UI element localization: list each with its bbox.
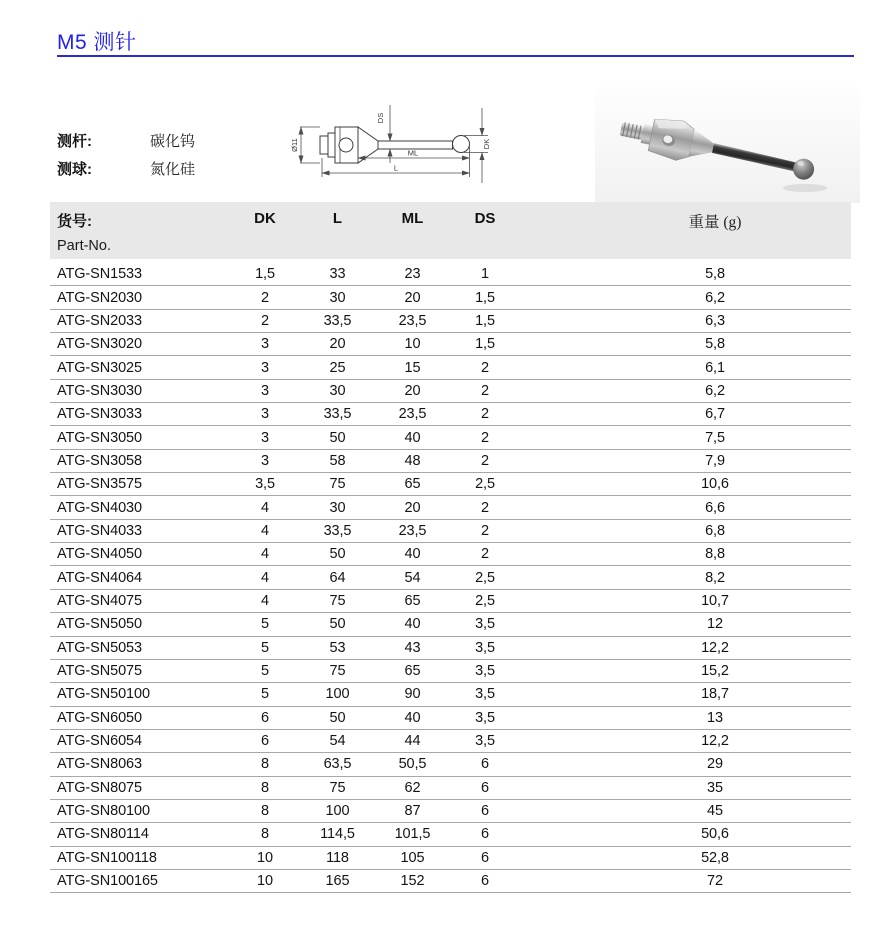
page-title: M5 测针 [57, 31, 137, 54]
cell-ds: 2 [481, 406, 489, 423]
cell-dk: 1,5 [255, 266, 275, 283]
cell-ds: 3,5 [475, 733, 495, 750]
cell-part-no: ATG-SN3030 [57, 382, 142, 399]
cell-ds: 2 [481, 522, 489, 539]
cell-l: 75 [329, 779, 346, 796]
cell-part-no: ATG-SN3050 [57, 429, 142, 446]
cell-dk: 4 [261, 592, 269, 609]
product-photo [595, 85, 860, 203]
title-rule [57, 55, 854, 57]
cell-ds: 3,5 [475, 709, 495, 726]
dim-label-l: L [393, 163, 399, 173]
cell-ds: 6 [481, 849, 489, 866]
cell-part-no: ATG-SN3025 [57, 359, 142, 376]
header-col-ds: DS [474, 210, 496, 227]
table-row [50, 613, 851, 636]
cell-weight: 5,8 [705, 266, 725, 283]
cell-ds: 3,5 [475, 639, 495, 656]
cell-dk: 8 [261, 803, 269, 820]
cell-ds: 3,5 [475, 616, 495, 633]
stylus-shaft-value: 碳化钨 [150, 133, 196, 150]
cell-dk: 5 [261, 616, 269, 633]
table-row [50, 263, 851, 286]
stylus-ball-label: 测球: [57, 161, 92, 178]
cell-part-no: ATG-SN5050 [57, 616, 142, 633]
cell-ml: 15 [404, 359, 421, 376]
table-row [50, 380, 851, 403]
header-part-no-zh: 货号: [57, 213, 92, 230]
cell-l: 30 [329, 382, 346, 399]
table-row [50, 800, 851, 823]
table-row [50, 683, 851, 706]
cell-ds: 2,5 [475, 569, 495, 586]
drawing-collar [328, 133, 335, 157]
cell-part-no: ATG-SN2033 [57, 312, 142, 329]
cell-weight: 6,2 [705, 382, 725, 399]
cell-weight: 6,7 [705, 406, 725, 423]
cell-ds: 1,5 [475, 289, 495, 306]
cell-part-no: ATG-SN100118 [57, 849, 157, 866]
table-row [50, 753, 851, 776]
cell-dk: 3 [261, 429, 269, 446]
cell-ml: 23 [404, 266, 421, 283]
dim-label-ml: ML [407, 148, 419, 158]
cell-dk: 3 [261, 359, 269, 376]
cell-l: 50 [329, 546, 346, 563]
cell-l: 33,5 [323, 522, 352, 539]
stylus-shaft-label: 测杆: [57, 133, 92, 150]
cell-ml: 40 [404, 709, 421, 726]
cell-l: 75 [329, 476, 346, 493]
table-row [50, 403, 851, 426]
cell-ml: 40 [404, 429, 421, 446]
cell-ml: 23,5 [398, 406, 427, 423]
drawing-ball [453, 136, 470, 153]
cell-ml: 10 [404, 336, 421, 353]
table-row [50, 847, 851, 870]
cell-dk: 4 [261, 522, 269, 539]
photo-shadow [783, 184, 827, 192]
cell-dk: 5 [261, 686, 269, 703]
cell-ds: 6 [481, 779, 489, 796]
cell-dk: 6 [261, 733, 269, 750]
cell-ds: 1 [481, 266, 489, 283]
cell-dk: 4 [261, 546, 269, 563]
cell-ds: 1,5 [475, 312, 495, 329]
cell-ds: 2,5 [475, 592, 495, 609]
cell-ds: 6 [481, 826, 489, 843]
cell-ml: 40 [404, 546, 421, 563]
table-row [50, 310, 851, 333]
table-row [50, 590, 851, 613]
cell-part-no: ATG-SN50100 [57, 686, 150, 703]
cell-weight: 6,2 [705, 289, 725, 306]
cell-ml: 44 [404, 733, 421, 750]
cell-dk: 6 [261, 709, 269, 726]
cell-weight: 15,2 [701, 663, 729, 680]
header-part-no-en: Part-No. [57, 238, 111, 254]
cell-weight: 18,7 [701, 686, 729, 703]
cell-part-no: ATG-SN4075 [57, 592, 142, 609]
cell-dk: 3 [261, 452, 269, 469]
cell-l: 30 [329, 499, 346, 516]
cell-dk: 8 [261, 779, 269, 796]
cell-dk: 10 [257, 873, 273, 890]
header-col-dk: DK [254, 210, 276, 227]
table-row [50, 286, 851, 309]
cell-part-no: ATG-SN8075 [57, 779, 142, 796]
dim-label-ds: DS [376, 112, 385, 124]
cell-dk: 4 [261, 569, 269, 586]
header-part-no [50, 210, 230, 259]
cell-ml: 62 [404, 779, 421, 796]
table-row [50, 566, 851, 589]
cell-part-no: ATG-SN8063 [57, 756, 142, 773]
cell-part-no: ATG-SN3033 [57, 406, 142, 423]
cell-ml: 48 [404, 452, 421, 469]
cell-weight: 8,8 [705, 546, 725, 563]
cell-ds: 6 [481, 873, 489, 890]
cell-dk: 2 [261, 312, 269, 329]
cell-part-no: ATG-SN6054 [57, 733, 142, 750]
cell-dk: 3 [261, 406, 269, 423]
cell-weight: 50,6 [701, 826, 729, 843]
cell-part-no: ATG-SN4050 [57, 546, 142, 563]
cell-ml: 23,5 [398, 312, 427, 329]
cell-l: 63,5 [323, 756, 352, 773]
cell-dk: 10 [257, 849, 273, 866]
cell-ds: 3,5 [475, 663, 495, 680]
cell-ml: 90 [404, 686, 421, 703]
cell-dk: 3 [261, 336, 269, 353]
cell-l: 33,5 [323, 406, 352, 423]
cell-dk: 3,5 [255, 476, 275, 493]
cell-l: 75 [329, 663, 346, 680]
materials-spec [57, 131, 195, 187]
table-row [50, 496, 851, 519]
cell-part-no: ATG-SN4064 [57, 569, 142, 586]
cell-part-no: ATG-SN80100 [57, 803, 150, 820]
header-col-ml: ML [401, 210, 424, 227]
cell-ml: 152 [400, 873, 425, 890]
table-row [50, 870, 851, 893]
cell-part-no: ATG-SN4030 [57, 499, 142, 516]
cell-l: 100 [325, 803, 350, 820]
cell-dk: 8 [261, 756, 269, 773]
cell-ds: 2 [481, 429, 489, 446]
cell-weight: 10,6 [701, 476, 729, 493]
table-row [50, 333, 851, 356]
cell-weight: 12,2 [701, 733, 729, 750]
cell-l: 33,5 [323, 312, 352, 329]
cell-ds: 2 [481, 546, 489, 563]
cell-ml: 50,5 [398, 756, 427, 773]
cell-ds: 6 [481, 756, 489, 773]
cell-l: 64 [329, 569, 346, 586]
cell-weight: 72 [707, 873, 723, 890]
cell-part-no: ATG-SN4033 [57, 522, 142, 539]
spec-table [50, 202, 851, 893]
cell-dk: 8 [261, 826, 269, 843]
cell-ml: 20 [404, 289, 421, 306]
table-row [50, 450, 851, 473]
dim-label-shank-diameter: Ø11 [290, 138, 299, 152]
cell-l: 50 [329, 709, 346, 726]
cell-l: 30 [329, 289, 346, 306]
cell-ml: 101,5 [394, 826, 431, 843]
cell-l: 25 [329, 359, 346, 376]
cell-weight: 5,8 [705, 336, 725, 353]
cell-weight: 29 [707, 756, 723, 773]
cell-ml: 65 [404, 476, 421, 493]
cell-dk: 5 [261, 639, 269, 656]
table-row [50, 777, 851, 800]
table-row [50, 637, 851, 660]
cell-ml: 65 [404, 592, 421, 609]
table-row [50, 543, 851, 566]
cell-weight: 52,8 [701, 849, 729, 866]
cell-l: 20 [329, 336, 346, 353]
cell-part-no: ATG-SN2030 [57, 289, 142, 306]
cell-part-no: ATG-SN5053 [57, 639, 142, 656]
cell-weight: 12 [707, 616, 723, 633]
table-row [50, 707, 851, 730]
cell-dk: 3 [261, 382, 269, 399]
table-row [50, 823, 851, 846]
drawing-hole [339, 138, 353, 152]
cell-l: 33 [329, 266, 346, 283]
cell-ml: 23,5 [398, 522, 427, 539]
cell-part-no: ATG-SN3020 [57, 336, 142, 353]
cell-l: 114,5 [320, 826, 355, 843]
material-ball-row [57, 159, 195, 187]
table-header [50, 202, 851, 259]
table-row [50, 473, 851, 496]
cell-ml: 43 [404, 639, 421, 656]
cell-part-no: ATG-SN3575 [57, 476, 142, 493]
table-row [50, 730, 851, 753]
header-col-l: L [332, 210, 343, 227]
cell-l: 58 [329, 452, 346, 469]
cell-dk: 2 [261, 289, 269, 306]
cell-weight: 6,8 [705, 522, 725, 539]
cell-l: 118 [326, 849, 349, 866]
table-row [50, 660, 851, 683]
header-col-weight: 重量 (g) [688, 214, 742, 231]
cell-part-no: ATG-SN3058 [57, 452, 142, 469]
cell-l: 100 [325, 686, 350, 703]
cell-ds: 2 [481, 359, 489, 376]
cell-ds: 3,5 [475, 686, 495, 703]
table-row [50, 426, 851, 449]
cell-part-no: ATG-SN1533 [57, 266, 142, 283]
cell-ds: 2 [481, 382, 489, 399]
cell-weight: 6,1 [705, 359, 725, 376]
cell-l: 50 [329, 616, 346, 633]
cell-weight: 35 [707, 779, 723, 796]
dim-label-dk: DK [482, 138, 491, 150]
cell-ml: 20 [404, 382, 421, 399]
cell-ml: 105 [400, 849, 425, 866]
cell-ml: 40 [404, 616, 421, 633]
cell-weight: 13 [707, 709, 723, 726]
cell-ml: 87 [404, 803, 421, 820]
technical-drawing [280, 88, 510, 200]
cell-weight: 10,7 [701, 592, 729, 609]
cell-ds: 6 [481, 803, 489, 820]
table-body [50, 263, 851, 893]
cell-weight: 7,5 [705, 429, 725, 446]
material-shaft-row [57, 131, 195, 159]
cell-part-no: ATG-SN80114 [57, 826, 149, 843]
cell-weight: 7,9 [705, 452, 725, 469]
cell-weight: 12,2 [701, 639, 729, 656]
cell-part-no: ATG-SN100165 [57, 873, 158, 890]
cell-l: 165 [325, 873, 350, 890]
cell-l: 54 [329, 733, 346, 750]
cell-ds: 1,5 [475, 336, 495, 353]
cell-weight: 45 [707, 803, 723, 820]
cell-ml: 54 [404, 569, 421, 586]
cell-ml: 65 [404, 663, 421, 680]
cell-l: 75 [329, 592, 346, 609]
cell-weight: 6,6 [705, 499, 725, 516]
table-row [50, 356, 851, 379]
cell-dk: 5 [261, 663, 269, 680]
cell-ds: 2,5 [475, 476, 495, 493]
cell-dk: 4 [261, 499, 269, 516]
cell-l: 50 [329, 429, 346, 446]
cell-part-no: ATG-SN6050 [57, 709, 142, 726]
cell-ds: 2 [481, 452, 489, 469]
cell-part-no: ATG-SN5075 [57, 663, 142, 680]
stylus-ball-value: 氮化硅 [150, 161, 196, 178]
cell-ds: 2 [481, 499, 489, 516]
cell-weight: 6,3 [705, 312, 725, 329]
table-row [50, 520, 851, 543]
cell-weight: 8,2 [705, 569, 725, 586]
cell-l: 53 [329, 639, 346, 656]
drawing-thread-plug [320, 136, 328, 154]
cell-ml: 20 [404, 499, 421, 516]
